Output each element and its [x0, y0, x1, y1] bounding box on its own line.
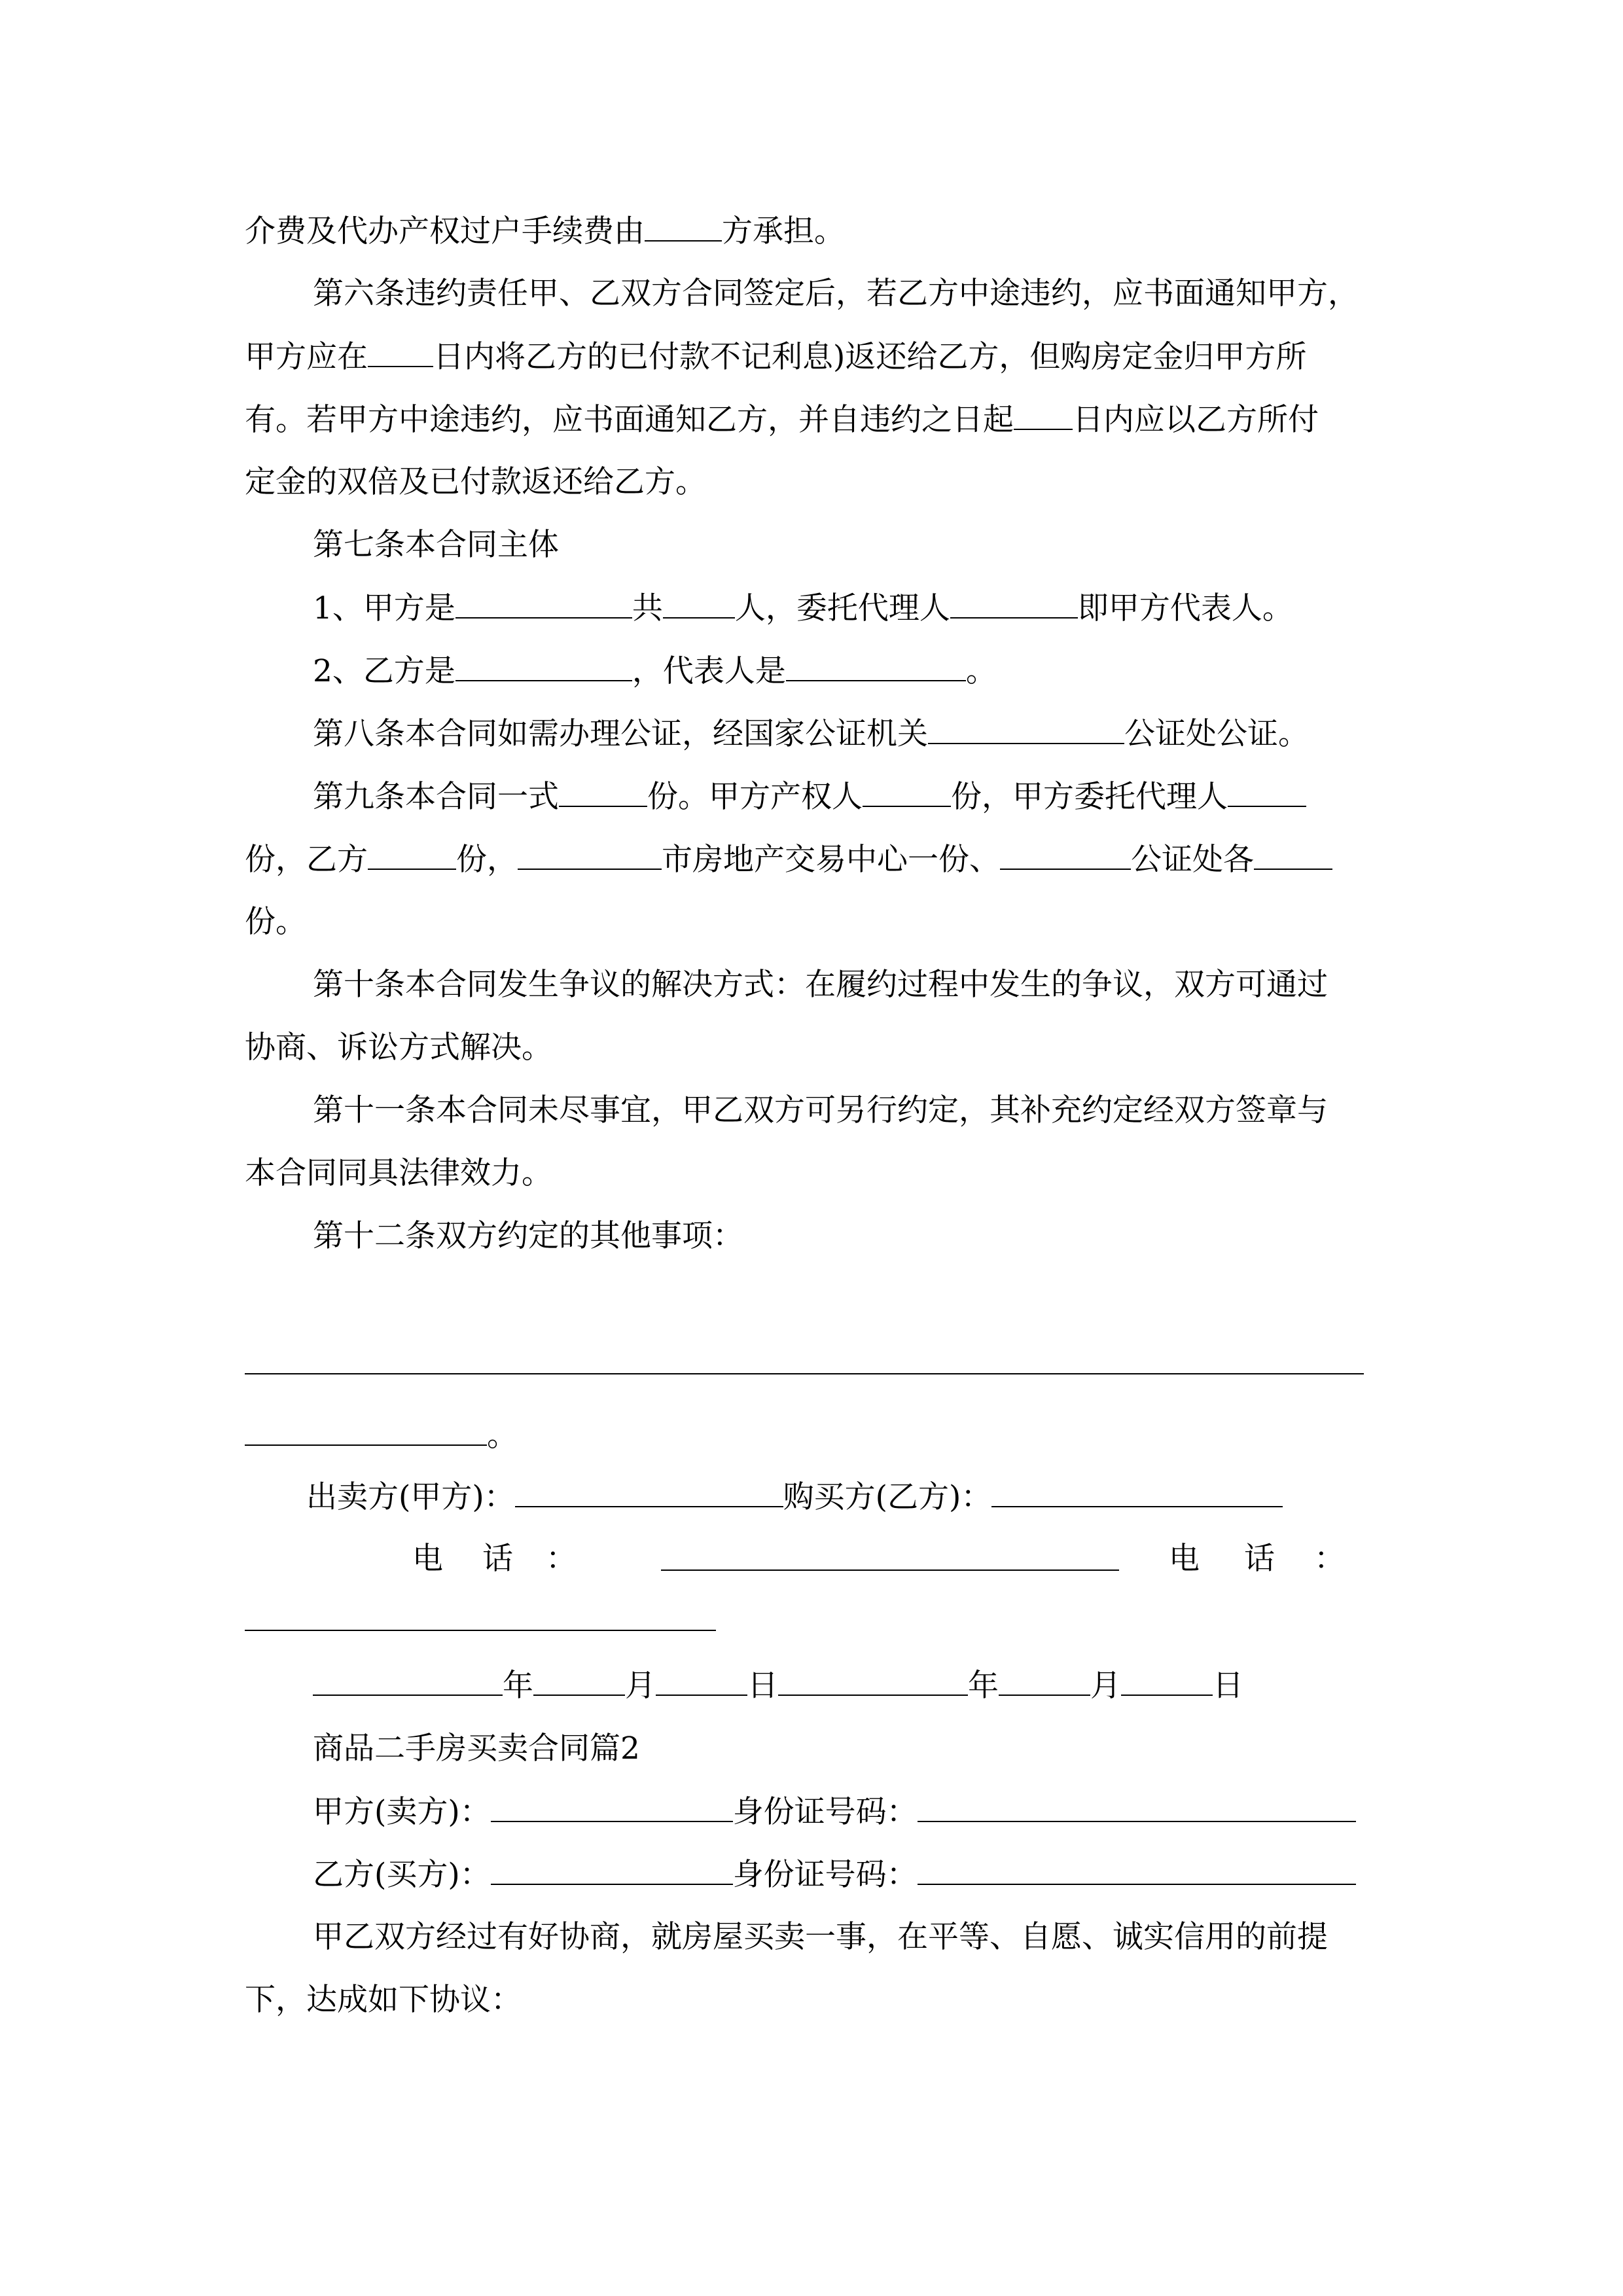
- text-line: [313, 714, 1309, 754]
- text: 介费及代办产权过户手续费由: [245, 213, 645, 249]
- text: 年: [968, 1668, 999, 1704]
- year-blank[interactable]: [313, 1666, 503, 1696]
- text: 。: [487, 1418, 518, 1454]
- fill-blank[interactable]: [863, 777, 951, 807]
- fill-blank[interactable]: [1000, 840, 1131, 870]
- text: 第八条本合同如需办理公证，经国家公证机关: [313, 716, 928, 752]
- text-line: 下，达成如下协议：: [245, 1982, 522, 2018]
- text: 人，委托代理人: [734, 590, 950, 626]
- text: 共: [632, 590, 663, 626]
- party-b-blank[interactable]: [491, 1855, 733, 1885]
- fill-blank[interactable]: [518, 840, 662, 870]
- fill-blank[interactable]: [950, 588, 1078, 619]
- buyer-label: 购买方(乙方)：: [783, 1479, 992, 1515]
- id-blank[interactable]: [918, 1855, 1356, 1885]
- text-line: 甲乙双方经过有好协商，就房屋买卖一事，在平等、自愿、诚实信用的前提: [313, 1919, 1328, 1955]
- text-line: [245, 1416, 518, 1456]
- fill-blank[interactable]: [645, 211, 722, 242]
- text-line: [245, 211, 845, 251]
- text: 日内应以乙方所付: [1073, 402, 1319, 438]
- text: 月: [625, 1668, 656, 1704]
- text: 1、甲方是: [313, 590, 455, 626]
- text: 市房地产交易中心一份、: [662, 842, 1000, 878]
- text-line: 第六条违约责任甲、乙双方合同签定后，若乙方中途违约，应书面通知甲方，: [313, 276, 1359, 312]
- year-blank[interactable]: [778, 1666, 968, 1696]
- id-label: 身份证号码：: [732, 1857, 918, 1893]
- text: 话: [482, 1541, 513, 1577]
- text-line: [313, 588, 1293, 628]
- text: 份。甲方产权人: [647, 779, 863, 815]
- text: ，代表人是: [632, 653, 786, 689]
- text: 。: [965, 653, 997, 689]
- party-line: [313, 1855, 1356, 1895]
- section-heading: 第十二条双方约定的其他事项：: [313, 1218, 743, 1254]
- party-b-label: 乙方(买方)：: [313, 1857, 491, 1893]
- fill-blank[interactable]: [559, 777, 647, 807]
- fill-blank[interactable]: [245, 1416, 487, 1446]
- text: 公证处各: [1131, 842, 1254, 878]
- text-line: 第十一条本合同未尽事宜，甲乙双方可另行约定，其补充约定经双方签章与: [313, 1092, 1328, 1128]
- text-line: 第十条本合同发生争议的解决方式：在履约过程中发生的争议，双方可通过: [313, 967, 1328, 1003]
- text-line: [313, 777, 1306, 817]
- text: 份，乙方: [245, 842, 368, 878]
- text: 方承担。: [722, 213, 845, 249]
- text-line: [245, 400, 1319, 440]
- fill-blank[interactable]: [928, 714, 1124, 744]
- month-blank[interactable]: [999, 1666, 1090, 1696]
- seller-label: 出卖方(甲方)：: [306, 1479, 515, 1515]
- fill-blank[interactable]: [455, 588, 632, 619]
- text-line: 份。: [245, 904, 306, 940]
- text: 年: [503, 1668, 533, 1704]
- text: 月: [1090, 1668, 1121, 1704]
- text-line: 定金的双倍及已付款返还给乙方。: [245, 464, 706, 500]
- text: 份，: [456, 842, 518, 878]
- text: 日内将乙方的已付款不记利息)返还给乙方，但购房定金归甲方所: [433, 339, 1307, 375]
- fill-blank[interactable]: [663, 588, 735, 619]
- day-blank[interactable]: [1121, 1666, 1213, 1696]
- fill-blank[interactable]: [786, 651, 966, 681]
- text-line: [245, 840, 1332, 880]
- text: ：: [1314, 1541, 1345, 1577]
- text: 即甲方代表人。: [1077, 590, 1293, 626]
- text-line: [245, 337, 1306, 377]
- text: 公证处公证。: [1124, 716, 1309, 752]
- text: 甲方应在: [245, 339, 368, 375]
- phone-blank[interactable]: [661, 1570, 1119, 1571]
- text-line: [313, 651, 997, 691]
- party-a-blank[interactable]: [491, 1792, 733, 1822]
- phone-blank[interactable]: [245, 1630, 716, 1631]
- text: 有。若甲方中途违约，应书面通知乙方，并自违约之日起: [245, 402, 1014, 438]
- text: 话: [1244, 1541, 1275, 1577]
- date-line: [313, 1666, 1243, 1706]
- phone-label: [412, 1539, 577, 1579]
- fill-blank[interactable]: [1228, 777, 1306, 807]
- buyer-blank[interactable]: [991, 1477, 1283, 1507]
- month-blank[interactable]: [533, 1666, 625, 1696]
- text: 日: [1213, 1668, 1243, 1704]
- text: ：: [546, 1541, 577, 1577]
- text: 份，甲方委托代理人: [951, 779, 1228, 815]
- fill-blank[interactable]: [455, 651, 632, 681]
- text: 电: [1169, 1541, 1200, 1577]
- seller-blank[interactable]: [515, 1477, 783, 1507]
- text: 第九条本合同一式: [313, 779, 559, 815]
- day-blank[interactable]: [656, 1666, 747, 1696]
- fill-blank[interactable]: [1014, 400, 1073, 430]
- fill-blank[interactable]: [368, 337, 433, 367]
- fill-blank[interactable]: [368, 840, 456, 870]
- party-line: [313, 1792, 1356, 1832]
- signature-line: [306, 1477, 1283, 1517]
- text-line: 本合同同具法律效力。: [245, 1155, 552, 1191]
- text: 电: [412, 1541, 443, 1577]
- text: 2、乙方是: [313, 653, 455, 689]
- text: 日: [747, 1668, 778, 1704]
- section-title: 商品二手房买卖合同篇2: [313, 1731, 640, 1767]
- phone-label: [1169, 1539, 1345, 1579]
- party-a-label: 甲方(卖方)：: [313, 1794, 491, 1830]
- fill-blank[interactable]: [1254, 840, 1332, 870]
- section-heading: 第七条本合同主体: [313, 527, 559, 563]
- id-label: 身份证号码：: [732, 1794, 918, 1830]
- text-line: 协商、诉讼方式解决。: [245, 1030, 552, 1066]
- id-blank[interactable]: [918, 1792, 1356, 1822]
- fill-line[interactable]: [245, 1373, 1364, 1374]
